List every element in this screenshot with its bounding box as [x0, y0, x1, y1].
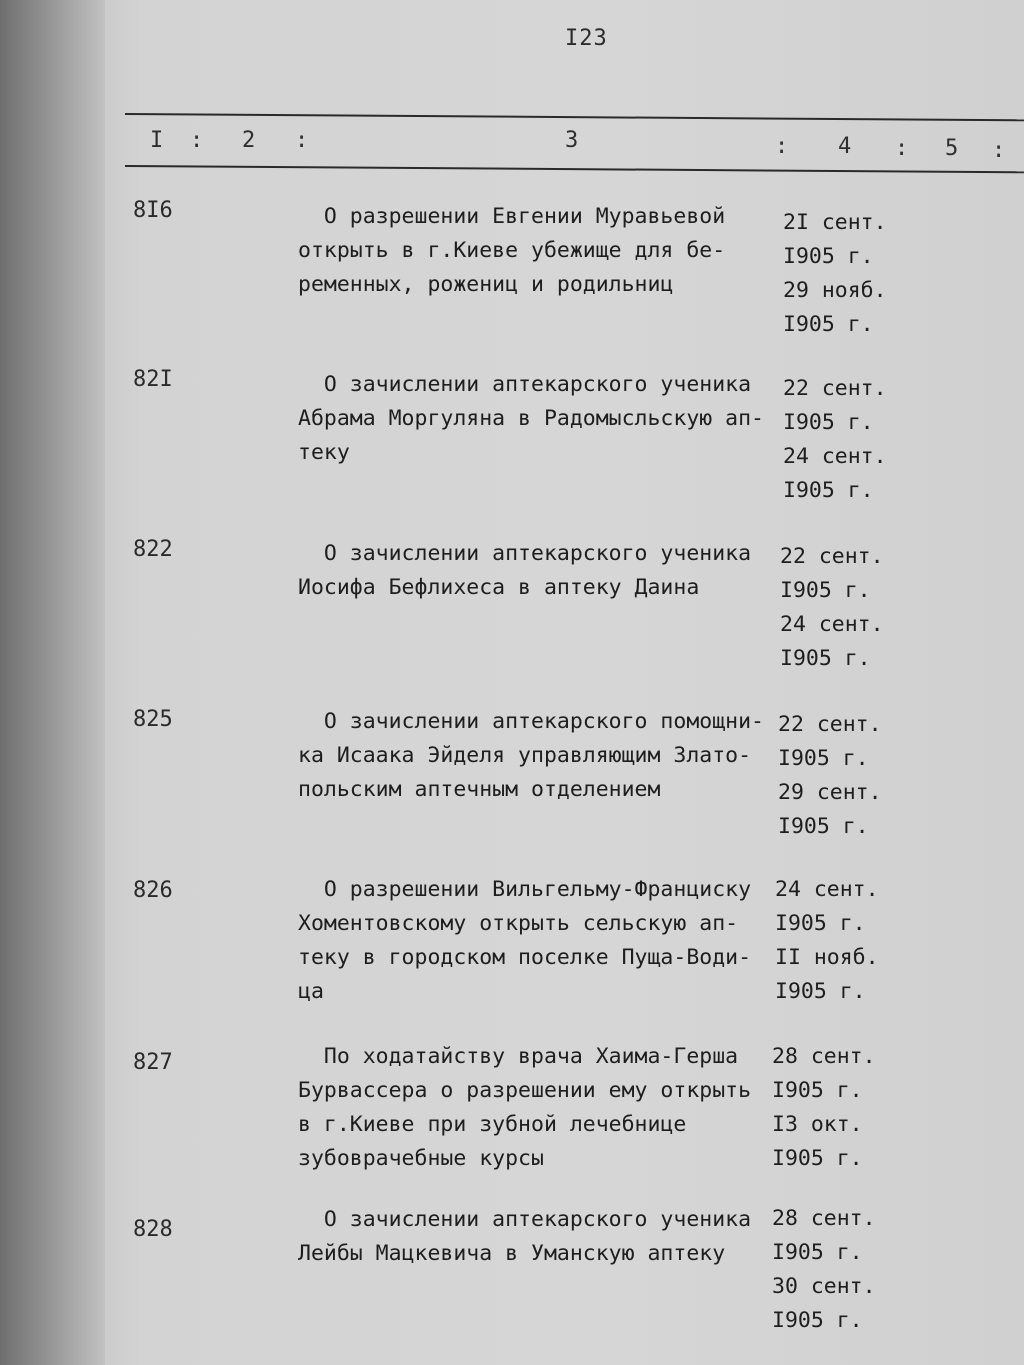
- date-line: 22 сент.: [778, 712, 882, 737]
- column-header-1: I: [150, 128, 164, 153]
- entry-number: 827: [133, 1050, 173, 1075]
- date-line: 28 сент.: [772, 1206, 876, 1231]
- entry-description: [298, 1203, 778, 1271]
- description-line: Лейбы Мацкевича в Уманскую аптеку: [298, 1241, 726, 1266]
- entry-number: 822: [133, 537, 173, 562]
- entry-dates: [772, 1202, 902, 1338]
- column-header-3: 3: [565, 128, 579, 153]
- date-line: 2I сент.: [783, 210, 887, 235]
- entry-description: [298, 537, 778, 605]
- column-separator: :: [775, 134, 789, 159]
- date-line: 22 сент.: [780, 544, 884, 569]
- entry-dates: [783, 372, 913, 508]
- date-line: I905 г.: [783, 478, 874, 503]
- entry-number: 8I6: [133, 198, 173, 223]
- description-line: польским аптечным отделением: [298, 777, 661, 802]
- description-line: О зачислении аптекарского ученика: [298, 1207, 752, 1232]
- header-rule-top: [125, 113, 1024, 121]
- date-line: I905 г.: [772, 1308, 863, 1333]
- date-line: I905 г.: [783, 312, 874, 337]
- entry-number: 826: [133, 878, 173, 903]
- description-line: О зачислении аптекарского ученика: [298, 372, 752, 397]
- date-line: 29 нояб.: [783, 278, 887, 303]
- description-line: открыть в г.Киеве убежище для бе-: [298, 238, 726, 263]
- column-header-2: 2: [242, 128, 256, 153]
- date-line: I905 г.: [772, 1240, 863, 1265]
- header-rule-bottom: [125, 165, 1024, 173]
- date-line: I905 г.: [780, 578, 871, 603]
- date-line: I905 г.: [772, 1146, 863, 1171]
- entry-description: [298, 705, 778, 807]
- description-line: Хоментовскому открыть сельскую ап-: [298, 911, 739, 936]
- date-line: I905 г.: [772, 1078, 863, 1103]
- page-number: I23: [565, 26, 608, 51]
- column-header-5: 5: [945, 136, 959, 161]
- book-spine-shadow: [0, 0, 105, 1365]
- description-line: О зачислении аптекарского ученика: [298, 541, 752, 566]
- description-line: Абрама Моргуляна в Радомысльскую ап-: [298, 406, 764, 431]
- date-line: I905 г.: [783, 410, 874, 435]
- entry-dates: [780, 540, 910, 676]
- entry-dates: [783, 206, 913, 342]
- column-separator: :: [992, 138, 1006, 163]
- date-line: 28 сент.: [772, 1044, 876, 1069]
- description-line: теку в городском поселке Пуща-Води-: [298, 945, 752, 970]
- column-separator: :: [295, 128, 309, 153]
- date-line: 24 сент.: [780, 612, 884, 637]
- description-line: По ходатайству врача Хаима-Герша: [298, 1044, 739, 1069]
- date-line: I905 г.: [780, 646, 871, 671]
- date-line: 22 сент.: [783, 376, 887, 401]
- entry-dates: [778, 708, 908, 844]
- entry-number: 82I: [133, 367, 173, 392]
- column-separator: :: [190, 128, 204, 153]
- date-line: 24 сент.: [783, 444, 887, 469]
- column-header-4: 4: [838, 134, 852, 159]
- entry-number: 828: [133, 1217, 173, 1242]
- description-line: ременных, рожениц и родильниц: [298, 272, 674, 297]
- date-line: I905 г.: [778, 814, 869, 839]
- description-line: ка Исаака Эйделя управляющим Злато-: [298, 743, 752, 768]
- entry-number: 825: [133, 707, 173, 732]
- date-line: 29 сент.: [778, 780, 882, 805]
- date-line: I905 г.: [783, 244, 874, 269]
- date-line: II нояб.: [775, 945, 879, 970]
- description-line: Иосифа Бефлихеса в аптеку Даина: [298, 575, 700, 600]
- description-line: О разрешении Евгении Муравьевой: [298, 204, 726, 229]
- date-line: I905 г.: [775, 979, 866, 1004]
- description-line: зубоврачебные курсы: [298, 1146, 544, 1171]
- date-line: 30 сент.: [772, 1274, 876, 1299]
- description-line: ца: [298, 979, 324, 1004]
- description-line: О разрешении Вильгельму-Франциску: [298, 877, 752, 902]
- description-line: в г.Киеве при зубной лечебнице: [298, 1112, 687, 1137]
- date-line: I3 окт.: [772, 1112, 863, 1137]
- date-line: I905 г.: [778, 746, 869, 771]
- entry-dates: [775, 873, 905, 1009]
- date-line: 24 сент.: [775, 877, 879, 902]
- description-line: теку: [298, 440, 350, 465]
- description-line: О зачислении аптекарского помощни-: [298, 709, 764, 734]
- entry-description: [298, 368, 778, 470]
- date-line: I905 г.: [775, 911, 866, 936]
- entry-dates: [772, 1040, 902, 1176]
- entry-description: [298, 1040, 778, 1176]
- entry-description: [298, 200, 778, 302]
- entry-description: [298, 873, 778, 1009]
- column-separator: :: [895, 136, 909, 161]
- description-line: Бурвассера о разрешении ему открыть: [298, 1078, 752, 1103]
